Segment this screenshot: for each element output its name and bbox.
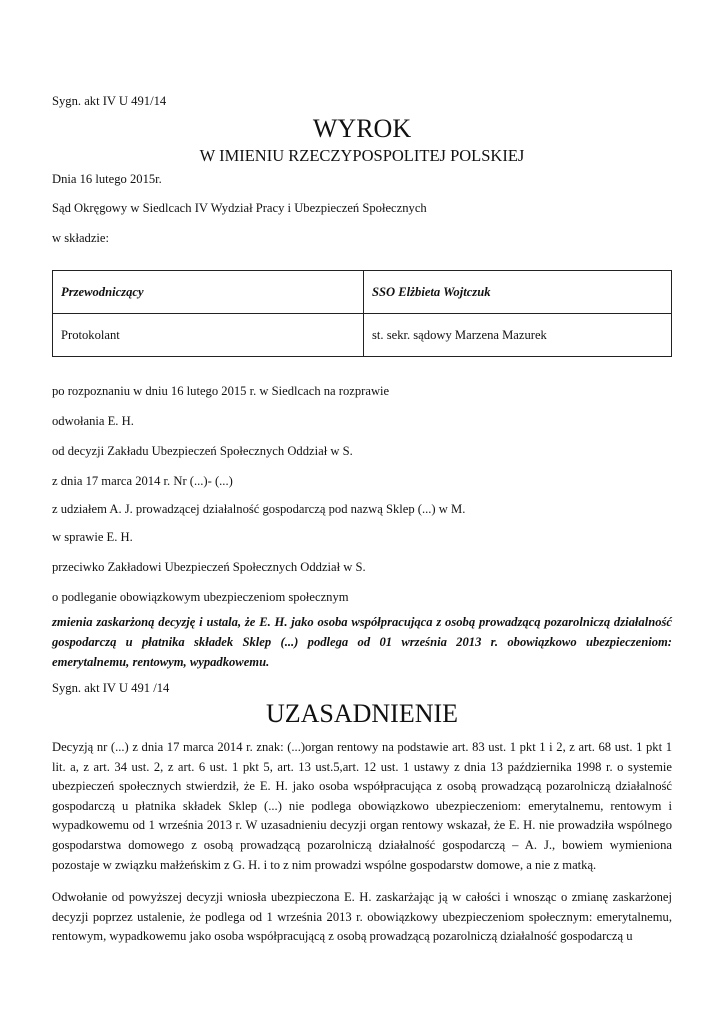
court-name: Sąd Okręgowy w Siedlcach IV Wydział Pracy i Ubezpieczeń Społecznych [52, 201, 427, 215]
proceedings-line: od decyzji Zakładu Ubezpieczeń Społecznych Oddział w S. [52, 444, 353, 458]
court-panel-table [52, 270, 672, 357]
judgment-date: Dnia 16 lutego 2015r. [52, 172, 162, 186]
judgment-title: WYROK [312, 114, 412, 143]
table-row [53, 314, 672, 357]
justification-title: UZASADNIENIE [265, 699, 459, 728]
proceedings-line: o podleganie obowiązkowym ubezpieczeniom społecznym [52, 590, 349, 604]
proceedings-line: odwołania E. H. [52, 414, 134, 428]
justification-paragraph: Decyzją nr (...) z dnia 17 marca 2014 r. znak: (...)organ rentowy na podstawie art. 83 ust. 1 pkt 1 i 2, z art. 68 ust. 1 pkt 1 lit. a, z art. 34 ust. 2, z art. 6 ust. 1 pkt 5, art. 13 ust.5,art. 12 ust. 1 ustawy z dnia 13 października 1998 r. o systemie ubezpieczeń społecznych stwierdził, że E. H. jako osoba współpracująca z osobą prowadzącą pozarolniczą działalność gospodarczą u płatnika składek Sklep (...) nie podlega obowiązkowo ubezpieczeniom: emerytalnemu, rentowym i wypadkowemu od 1 września 2013 r. W uzasadnieniu decyzji organ rentowy wskazał, że E. H. nie prowadziła wspólnego gospodarstwa domowego z osobą prowadzącą pozarolniczą działalność gospodarczą – A. J., bowiem wymieniona pozostaje w związku małżeńskim z G. H. i to z nim prowadzi wspólne gospodarstw domowe, a nie z matką. [52, 740, 672, 872]
composition-label: w składzie: [52, 231, 110, 245]
verdict-text: zmienia zaskarżoną decyzję i ustala, że E. H. jako osoba współpracująca z osobą prowadzącą pozarolniczą działalność gospodarczą u płatnika składek Sklep (...) podlega od 01 września 2013 r. obowiązkowo ubezpieczeniom: emerytalnemu, rentowym, wypadkowemu. [52, 615, 672, 669]
proceedings-line: po rozpoznaniu w dniu 16 lutego 2015 r. w Siedlcach na rozprawie [52, 384, 390, 398]
panel-role-cell: Przewodniczący [53, 271, 364, 314]
proceedings-line: z udziałem A. J. prowadzącej działalność gospodarczą pod nazwą Sklep (...) w M. [52, 502, 466, 516]
judgment-subtitle: W IMIENIU RZECZYPOSPOLITEJ POLSKIEJ [199, 146, 525, 165]
panel-role-cell: Protokolant [53, 314, 364, 357]
panel-name-cell: st. sekr. sądowy Marzena Mazurek [364, 314, 672, 357]
panel-name-cell: SSO Elżbieta Wojtczuk [364, 271, 672, 314]
justification-signature: Sygn. akt IV U 491 /14 [52, 681, 170, 695]
proceedings-line: przeciwko Zakładowi Ubezpieczeń Społecznych Oddział w S. [52, 560, 366, 574]
case-signature: Sygn. akt IV U 491/14 [52, 94, 167, 108]
justification-paragraph: Odwołanie od powyższej decyzji wniosła ubezpieczona E. H. zaskarżając ją w całości i wnosząc o zmianę zaskarżonej decyzji poprzez ustalenie, że podlega od 1 września 2013 r. obowiązkowy ubezpieczeniom społecznym: emerytalnemu, rentowym, wypadkowemu jako osoba współpracującą z osobą prowadzącą pozarolniczą działalność gospodarczą u [52, 890, 672, 944]
table-row [53, 271, 672, 314]
proceedings-line: z dnia 17 marca 2014 r. Nr (...)- (...) [52, 474, 233, 488]
proceedings-line: w sprawie E. H. [52, 530, 133, 544]
